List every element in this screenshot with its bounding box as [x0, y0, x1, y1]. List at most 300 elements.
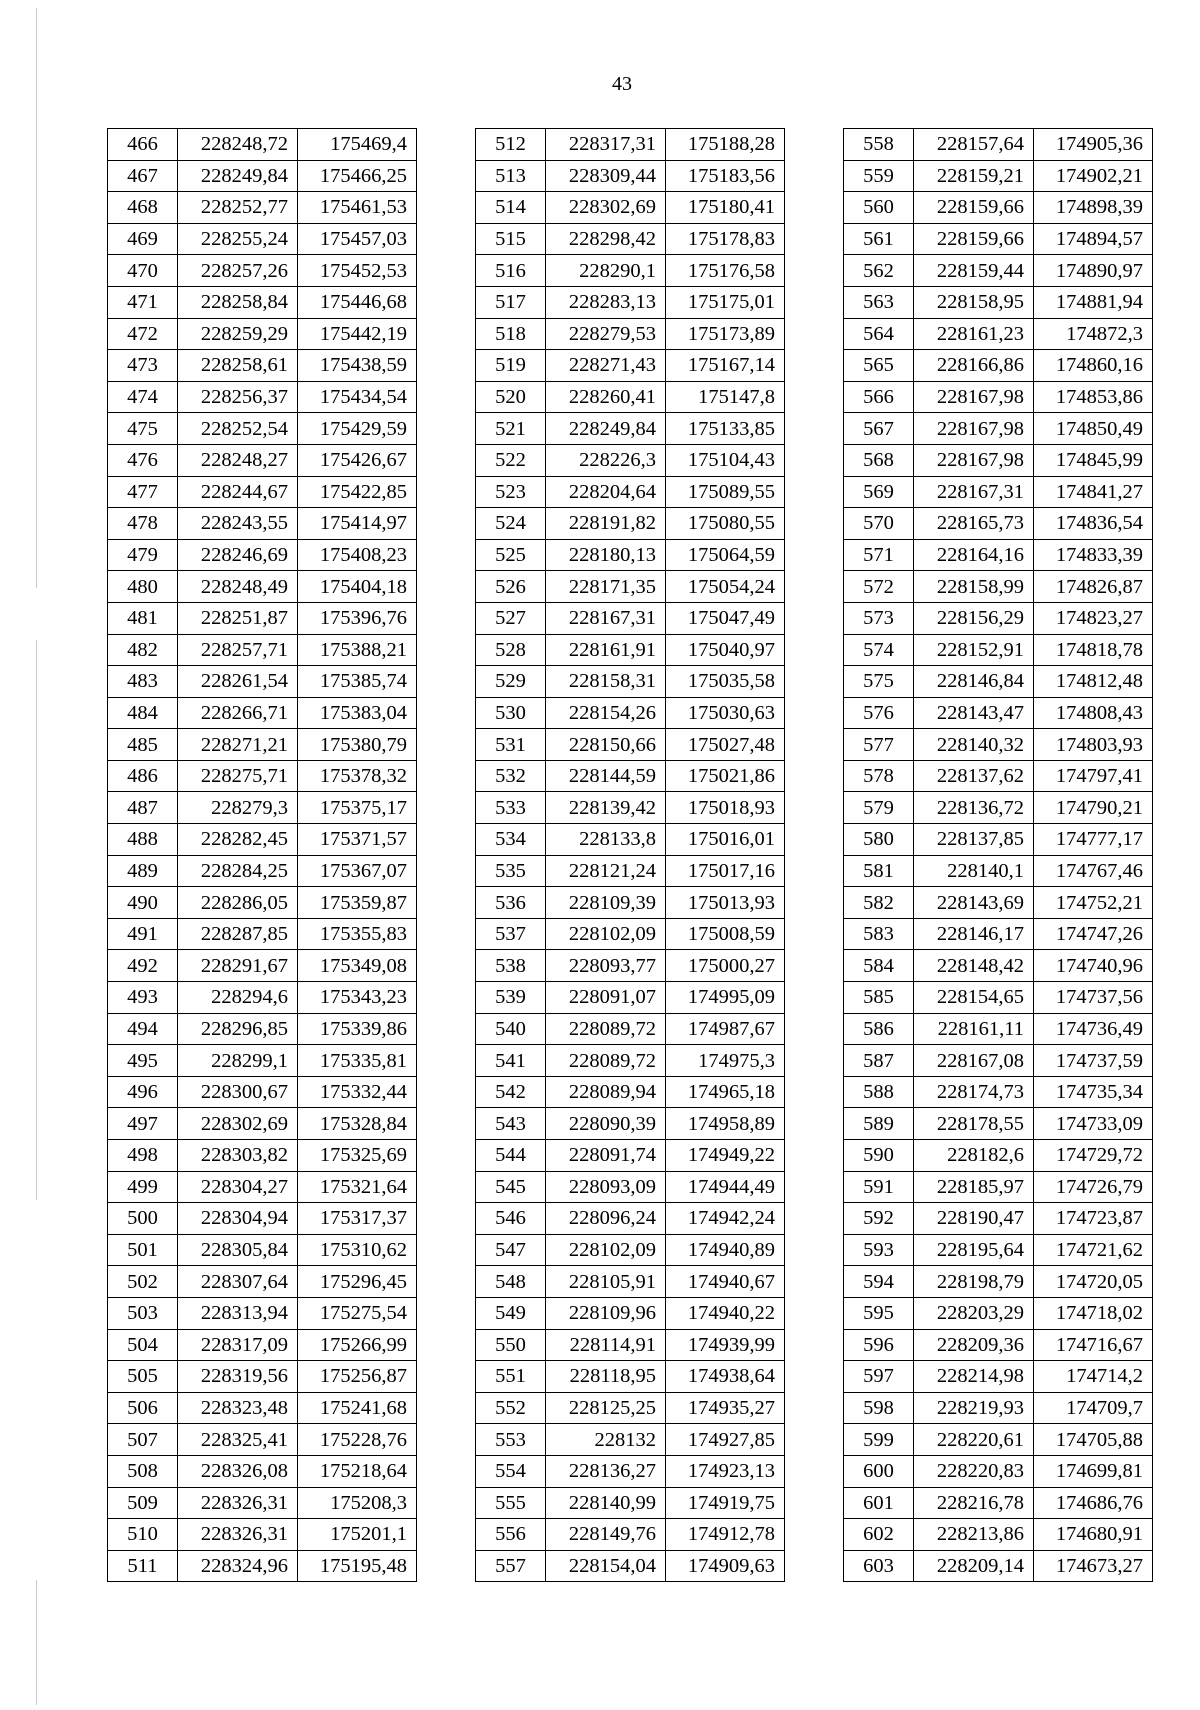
table-row [108, 824, 417, 856]
x-coordinate-cell: 228271,43 [546, 350, 666, 382]
table-row [476, 1203, 785, 1235]
x-coordinate-cell: 228167,98 [914, 381, 1034, 413]
point-number-cell: 515 [476, 223, 546, 255]
x-coordinate-cell: 228248,27 [178, 444, 298, 476]
table-row [844, 192, 1153, 224]
table-row [844, 760, 1153, 792]
table-row [476, 476, 785, 508]
x-coordinate-cell: 228161,11 [914, 1013, 1034, 1045]
table-row [108, 1519, 417, 1551]
point-number-cell: 587 [844, 1045, 914, 1077]
y-coordinate-cell: 175349,08 [298, 950, 417, 982]
point-number-cell: 488 [108, 824, 178, 856]
point-number-cell: 501 [108, 1234, 178, 1266]
x-coordinate-cell: 228203,29 [914, 1297, 1034, 1329]
x-coordinate-cell: 228258,61 [178, 350, 298, 382]
table-row [844, 223, 1153, 255]
x-coordinate-cell: 228271,21 [178, 729, 298, 761]
y-coordinate-cell: 174881,94 [1034, 286, 1153, 318]
y-coordinate-cell: 175013,93 [666, 887, 785, 919]
point-number-cell: 540 [476, 1013, 546, 1045]
x-coordinate-cell: 228152,91 [914, 634, 1034, 666]
point-number-cell: 586 [844, 1013, 914, 1045]
table-row [476, 824, 785, 856]
table-row [108, 160, 417, 192]
x-coordinate-cell: 228143,47 [914, 697, 1034, 729]
y-coordinate-cell: 174737,56 [1034, 982, 1153, 1014]
x-coordinate-cell: 228299,1 [178, 1045, 298, 1077]
table-row [108, 697, 417, 729]
y-coordinate-cell: 175089,55 [666, 476, 785, 508]
table-row [108, 1013, 417, 1045]
y-coordinate-cell: 175054,24 [666, 571, 785, 603]
x-coordinate-cell: 228219,93 [914, 1392, 1034, 1424]
table-row [108, 1361, 417, 1393]
y-coordinate-cell: 174737,59 [1034, 1045, 1153, 1077]
table-row [108, 729, 417, 761]
table-row [476, 223, 785, 255]
table-row [108, 1487, 417, 1519]
point-number-cell: 548 [476, 1266, 546, 1298]
x-coordinate-cell: 228255,24 [178, 223, 298, 255]
x-coordinate-cell: 228326,31 [178, 1519, 298, 1551]
table-row [844, 444, 1153, 476]
x-coordinate-cell: 228302,69 [178, 1108, 298, 1140]
table-row [108, 381, 417, 413]
point-number-cell: 487 [108, 792, 178, 824]
x-coordinate-cell: 228251,87 [178, 602, 298, 634]
x-coordinate-cell: 228249,84 [546, 413, 666, 445]
y-coordinate-cell: 174699,81 [1034, 1455, 1153, 1487]
point-number-cell: 596 [844, 1329, 914, 1361]
x-coordinate-cell: 228298,42 [546, 223, 666, 255]
y-coordinate-cell: 174919,75 [666, 1487, 785, 1519]
x-coordinate-cell: 228204,64 [546, 476, 666, 508]
table-row [476, 1487, 785, 1519]
table-row [844, 1234, 1153, 1266]
point-number-cell: 533 [476, 792, 546, 824]
y-coordinate-cell: 175343,23 [298, 982, 417, 1014]
table-row [476, 918, 785, 950]
x-coordinate-cell: 228158,99 [914, 571, 1034, 603]
x-coordinate-cell: 228275,71 [178, 760, 298, 792]
point-number-cell: 570 [844, 508, 914, 540]
table-row [844, 666, 1153, 698]
y-coordinate-cell: 175133,85 [666, 413, 785, 445]
x-coordinate-cell: 228252,77 [178, 192, 298, 224]
y-coordinate-cell: 174736,49 [1034, 1013, 1153, 1045]
point-number-cell: 525 [476, 539, 546, 571]
table-row [476, 192, 785, 224]
x-coordinate-cell: 228258,84 [178, 286, 298, 318]
point-number-cell: 539 [476, 982, 546, 1014]
x-coordinate-cell: 228089,72 [546, 1045, 666, 1077]
y-coordinate-cell: 174777,17 [1034, 824, 1153, 856]
x-coordinate-cell: 228257,71 [178, 634, 298, 666]
point-number-cell: 531 [476, 729, 546, 761]
point-number-cell: 577 [844, 729, 914, 761]
x-coordinate-cell: 228248,72 [178, 129, 298, 161]
x-coordinate-cell: 228266,71 [178, 697, 298, 729]
x-coordinate-cell: 228309,44 [546, 160, 666, 192]
x-coordinate-cell: 228167,08 [914, 1045, 1034, 1077]
point-number-cell: 560 [844, 192, 914, 224]
table-row [476, 1013, 785, 1045]
table-row [844, 982, 1153, 1014]
table-row [476, 1171, 785, 1203]
point-number-cell: 569 [844, 476, 914, 508]
coordinates-table-1 [107, 128, 417, 1582]
x-coordinate-cell: 228220,61 [914, 1424, 1034, 1456]
x-coordinate-cell: 228209,14 [914, 1550, 1034, 1582]
y-coordinate-cell: 174975,3 [666, 1045, 785, 1077]
table-row [476, 1234, 785, 1266]
point-number-cell: 529 [476, 666, 546, 698]
point-number-cell: 552 [476, 1392, 546, 1424]
y-coordinate-cell: 174939,99 [666, 1329, 785, 1361]
point-number-cell: 494 [108, 1013, 178, 1045]
table-row [108, 350, 417, 382]
point-number-cell: 477 [108, 476, 178, 508]
table-row [108, 602, 417, 634]
table-row [844, 1392, 1153, 1424]
x-coordinate-cell: 228182,6 [914, 1140, 1034, 1172]
x-coordinate-cell: 228287,85 [178, 918, 298, 950]
point-number-cell: 483 [108, 666, 178, 698]
table-row [844, 1203, 1153, 1235]
table-row [108, 286, 417, 318]
y-coordinate-cell: 174686,76 [1034, 1487, 1153, 1519]
y-coordinate-cell: 174850,49 [1034, 413, 1153, 445]
x-coordinate-cell: 228174,73 [914, 1076, 1034, 1108]
point-number-cell: 491 [108, 918, 178, 950]
point-number-cell: 562 [844, 255, 914, 287]
x-coordinate-cell: 228286,05 [178, 887, 298, 919]
x-coordinate-cell: 228133,8 [546, 824, 666, 856]
point-number-cell: 505 [108, 1361, 178, 1393]
point-number-cell: 579 [844, 792, 914, 824]
y-coordinate-cell: 174898,39 [1034, 192, 1153, 224]
point-number-cell: 565 [844, 350, 914, 382]
x-coordinate-cell: 228132 [546, 1424, 666, 1456]
y-coordinate-cell: 175317,37 [298, 1203, 417, 1235]
x-coordinate-cell: 228137,62 [914, 760, 1034, 792]
y-coordinate-cell: 175018,93 [666, 792, 785, 824]
x-coordinate-cell: 228146,17 [914, 918, 1034, 950]
x-coordinate-cell: 228256,37 [178, 381, 298, 413]
x-coordinate-cell: 228261,54 [178, 666, 298, 698]
y-coordinate-cell: 175355,83 [298, 918, 417, 950]
point-number-cell: 500 [108, 1203, 178, 1235]
y-coordinate-cell: 174740,96 [1034, 950, 1153, 982]
point-number-cell: 469 [108, 223, 178, 255]
table-row [108, 1266, 417, 1298]
x-coordinate-cell: 228109,39 [546, 887, 666, 919]
y-coordinate-cell: 175296,45 [298, 1266, 417, 1298]
table-row [476, 413, 785, 445]
point-number-cell: 535 [476, 855, 546, 887]
x-coordinate-cell: 228093,77 [546, 950, 666, 982]
table-row [844, 602, 1153, 634]
y-coordinate-cell: 175469,4 [298, 129, 417, 161]
y-coordinate-cell: 175064,59 [666, 539, 785, 571]
table-row [476, 666, 785, 698]
point-number-cell: 573 [844, 602, 914, 634]
point-number-cell: 583 [844, 918, 914, 950]
table-row [108, 129, 417, 161]
y-coordinate-cell: 175183,56 [666, 160, 785, 192]
point-number-cell: 542 [476, 1076, 546, 1108]
point-number-cell: 566 [844, 381, 914, 413]
point-number-cell: 475 [108, 413, 178, 445]
point-number-cell: 518 [476, 318, 546, 350]
table-row [844, 160, 1153, 192]
table-row [108, 223, 417, 255]
y-coordinate-cell: 175040,97 [666, 634, 785, 666]
table-row [476, 982, 785, 1014]
table-row [844, 1361, 1153, 1393]
y-coordinate-cell: 174735,34 [1034, 1076, 1153, 1108]
x-coordinate-cell: 228213,86 [914, 1519, 1034, 1551]
point-number-cell: 572 [844, 571, 914, 603]
point-number-cell: 538 [476, 950, 546, 982]
point-number-cell: 509 [108, 1487, 178, 1519]
x-coordinate-cell: 228291,67 [178, 950, 298, 982]
table-row [844, 1550, 1153, 1582]
x-coordinate-cell: 228198,79 [914, 1266, 1034, 1298]
y-coordinate-cell: 175175,01 [666, 286, 785, 318]
x-coordinate-cell: 228090,39 [546, 1108, 666, 1140]
x-coordinate-cell: 228140,1 [914, 855, 1034, 887]
table-row [844, 508, 1153, 540]
point-number-cell: 532 [476, 760, 546, 792]
x-coordinate-cell: 228091,07 [546, 982, 666, 1014]
table-row [108, 1550, 417, 1582]
y-coordinate-cell: 175047,49 [666, 602, 785, 634]
y-coordinate-cell: 175176,58 [666, 255, 785, 287]
x-coordinate-cell: 228326,31 [178, 1487, 298, 1519]
y-coordinate-cell: 174790,21 [1034, 792, 1153, 824]
x-coordinate-cell: 228136,72 [914, 792, 1034, 824]
y-coordinate-cell: 175000,27 [666, 950, 785, 982]
y-coordinate-cell: 175241,68 [298, 1392, 417, 1424]
point-number-cell: 526 [476, 571, 546, 603]
y-coordinate-cell: 175404,18 [298, 571, 417, 603]
x-coordinate-cell: 228279,3 [178, 792, 298, 824]
table-row [844, 1455, 1153, 1487]
point-number-cell: 537 [476, 918, 546, 950]
y-coordinate-cell: 174720,05 [1034, 1266, 1153, 1298]
table-row [476, 160, 785, 192]
table-row [108, 1329, 417, 1361]
y-coordinate-cell: 175396,76 [298, 602, 417, 634]
x-coordinate-cell: 228304,94 [178, 1203, 298, 1235]
x-coordinate-cell: 228282,45 [178, 824, 298, 856]
point-number-cell: 495 [108, 1045, 178, 1077]
table-row [844, 381, 1153, 413]
point-number-cell: 588 [844, 1076, 914, 1108]
y-coordinate-cell: 175446,68 [298, 286, 417, 318]
x-coordinate-cell: 228304,27 [178, 1171, 298, 1203]
table-row [844, 855, 1153, 887]
y-coordinate-cell: 174812,48 [1034, 666, 1153, 698]
x-coordinate-cell: 228313,94 [178, 1297, 298, 1329]
y-coordinate-cell: 175466,25 [298, 160, 417, 192]
table-row [844, 918, 1153, 950]
point-number-cell: 574 [844, 634, 914, 666]
table-row [108, 950, 417, 982]
x-coordinate-cell: 228279,53 [546, 318, 666, 350]
point-number-cell: 481 [108, 602, 178, 634]
y-coordinate-cell: 175180,41 [666, 192, 785, 224]
point-number-cell: 507 [108, 1424, 178, 1456]
y-coordinate-cell: 175429,59 [298, 413, 417, 445]
y-coordinate-cell: 174826,87 [1034, 571, 1153, 603]
y-coordinate-cell: 175375,17 [298, 792, 417, 824]
y-coordinate-cell: 175385,74 [298, 666, 417, 698]
y-coordinate-cell: 174673,27 [1034, 1550, 1153, 1582]
y-coordinate-cell: 174965,18 [666, 1076, 785, 1108]
point-number-cell: 590 [844, 1140, 914, 1172]
x-coordinate-cell: 228243,55 [178, 508, 298, 540]
table-row [108, 413, 417, 445]
table-row [476, 1550, 785, 1582]
y-coordinate-cell: 175178,83 [666, 223, 785, 255]
y-coordinate-cell: 174752,21 [1034, 887, 1153, 919]
y-coordinate-cell: 175442,19 [298, 318, 417, 350]
point-number-cell: 568 [844, 444, 914, 476]
x-coordinate-cell: 228144,59 [546, 760, 666, 792]
y-coordinate-cell: 175383,04 [298, 697, 417, 729]
table-row [844, 1266, 1153, 1298]
x-coordinate-cell: 228167,31 [914, 476, 1034, 508]
y-coordinate-cell: 175030,63 [666, 697, 785, 729]
point-number-cell: 470 [108, 255, 178, 287]
point-number-cell: 599 [844, 1424, 914, 1456]
y-coordinate-cell: 174909,63 [666, 1550, 785, 1582]
point-number-cell: 580 [844, 824, 914, 856]
table-row [108, 855, 417, 887]
x-coordinate-cell: 228167,98 [914, 413, 1034, 445]
x-coordinate-cell: 228125,25 [546, 1392, 666, 1424]
x-coordinate-cell: 228171,35 [546, 571, 666, 603]
point-number-cell: 517 [476, 286, 546, 318]
y-coordinate-cell: 174680,91 [1034, 1519, 1153, 1551]
y-coordinate-cell: 174905,36 [1034, 129, 1153, 161]
table-row [844, 1424, 1153, 1456]
x-coordinate-cell: 228283,13 [546, 286, 666, 318]
table-row [476, 729, 785, 761]
point-number-cell: 466 [108, 129, 178, 161]
table-row [476, 444, 785, 476]
x-coordinate-cell: 228150,66 [546, 729, 666, 761]
x-coordinate-cell: 228290,1 [546, 255, 666, 287]
y-coordinate-cell: 174747,26 [1034, 918, 1153, 950]
x-coordinate-cell: 228154,26 [546, 697, 666, 729]
y-coordinate-cell: 174836,54 [1034, 508, 1153, 540]
table-row [844, 539, 1153, 571]
table-row [844, 950, 1153, 982]
table-row [844, 1171, 1153, 1203]
point-number-cell: 551 [476, 1361, 546, 1393]
point-number-cell: 468 [108, 192, 178, 224]
table-row [108, 444, 417, 476]
x-coordinate-cell: 228216,78 [914, 1487, 1034, 1519]
point-number-cell: 498 [108, 1140, 178, 1172]
x-coordinate-cell: 228319,56 [178, 1361, 298, 1393]
point-number-cell: 550 [476, 1329, 546, 1361]
point-number-cell: 474 [108, 381, 178, 413]
point-number-cell: 527 [476, 602, 546, 634]
x-coordinate-cell: 228307,64 [178, 1266, 298, 1298]
table-row [108, 666, 417, 698]
point-number-cell: 543 [476, 1108, 546, 1140]
table-row [844, 1329, 1153, 1361]
y-coordinate-cell: 175035,58 [666, 666, 785, 698]
y-coordinate-cell: 174714,2 [1034, 1361, 1153, 1393]
point-number-cell: 592 [844, 1203, 914, 1235]
coordinates-table-2 [475, 128, 785, 1582]
table-row [844, 634, 1153, 666]
x-coordinate-cell: 228158,31 [546, 666, 666, 698]
x-coordinate-cell: 228166,86 [914, 350, 1034, 382]
table-row [844, 1013, 1153, 1045]
y-coordinate-cell: 175080,55 [666, 508, 785, 540]
table-row [476, 1361, 785, 1393]
table-row [844, 1297, 1153, 1329]
x-coordinate-cell: 228089,72 [546, 1013, 666, 1045]
point-number-cell: 489 [108, 855, 178, 887]
y-coordinate-cell: 174726,79 [1034, 1171, 1153, 1203]
point-number-cell: 496 [108, 1076, 178, 1108]
table-row [844, 697, 1153, 729]
x-coordinate-cell: 228259,29 [178, 318, 298, 350]
point-number-cell: 585 [844, 982, 914, 1014]
table-row [476, 1108, 785, 1140]
table-row [476, 571, 785, 603]
x-coordinate-cell: 228114,91 [546, 1329, 666, 1361]
y-coordinate-cell: 175426,67 [298, 444, 417, 476]
y-coordinate-cell: 175104,43 [666, 444, 785, 476]
x-coordinate-cell: 228159,66 [914, 223, 1034, 255]
point-number-cell: 556 [476, 1519, 546, 1551]
point-number-cell: 597 [844, 1361, 914, 1393]
x-coordinate-cell: 228143,69 [914, 887, 1034, 919]
table-row [108, 476, 417, 508]
y-coordinate-cell: 174803,93 [1034, 729, 1153, 761]
point-number-cell: 544 [476, 1140, 546, 1172]
x-coordinate-cell: 228165,73 [914, 508, 1034, 540]
y-coordinate-cell: 175321,64 [298, 1171, 417, 1203]
x-coordinate-cell: 228190,47 [914, 1203, 1034, 1235]
table-row [476, 318, 785, 350]
y-coordinate-cell: 175256,87 [298, 1361, 417, 1393]
table-row [844, 350, 1153, 382]
point-number-cell: 571 [844, 539, 914, 571]
point-number-cell: 561 [844, 223, 914, 255]
y-coordinate-cell: 175021,86 [666, 760, 785, 792]
x-coordinate-cell: 228121,24 [546, 855, 666, 887]
table-row [476, 1297, 785, 1329]
x-coordinate-cell: 228140,99 [546, 1487, 666, 1519]
point-number-cell: 563 [844, 286, 914, 318]
y-coordinate-cell: 174942,24 [666, 1203, 785, 1235]
y-coordinate-cell: 174894,57 [1034, 223, 1153, 255]
table-row [476, 350, 785, 382]
table-row [476, 697, 785, 729]
table-row [108, 1297, 417, 1329]
x-coordinate-cell: 228191,82 [546, 508, 666, 540]
